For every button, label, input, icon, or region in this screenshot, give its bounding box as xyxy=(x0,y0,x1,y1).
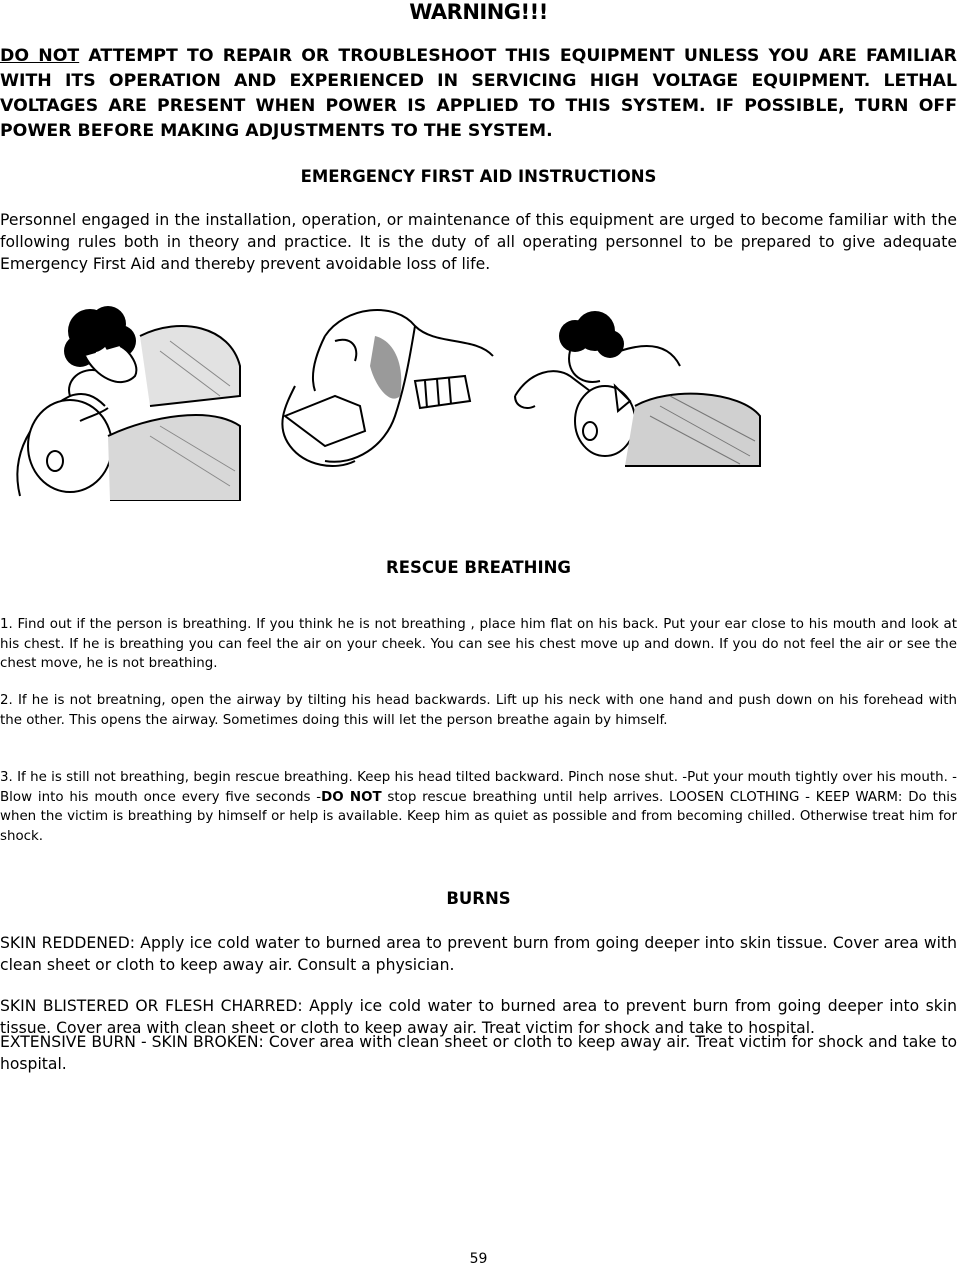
rescue-step-3-text-b: stop rescue breathing until help arrives. LOOSEN CLOTHING - KEEP WARM: Do this when the victim is breathing by himself or help is available. Keep him as quiet as possible and from becoming chilled. Otherwise treat him for shock. xyxy=(0,789,957,844)
mouth-to-mouth-rescuer-icon xyxy=(10,296,245,501)
warning-text: ATTEMPT TO REPAIR OR TROUBLESHOOT THIS EQUIPMENT UNLESS YOU ARE FAMILIAR WITH ITS OPERATION AND EXPERIENCED IN SERVICING HIGH VOLTAGE EQUIPMENT. LETHAL VOLTAGES ARE PRESENT WHEN POWER IS APPLIED TO THIS SYSTEM. IF POSSIBLE, TURN OFF POWER BEFORE MAKING ADJUSTMENTS TO THE SYSTEM. xyxy=(0,46,957,141)
rescue-breathing-heading: RESCUE BREATHING xyxy=(386,558,571,577)
airway-tilt-head-icon xyxy=(265,296,495,476)
burn-blistered: SKIN BLISTERED OR FLESH CHARRED: Apply ice cold water to burned area to prevent burn from going deeper into skin tissue. Cover area with clean sheet or cloth to keep away air. Treat victim for shock and take to hospital. xyxy=(0,997,957,1037)
burns-heading: BURNS xyxy=(446,889,511,908)
warning-paragraph xyxy=(0,44,957,144)
rescue-step-1: 1. Find out if the person is breathing. If you think he is not breathing , place him flat on his back. Put your ear close to his mouth and look at his chest. If he is breathing you can feel the air on your cheek. You can see his chest move up and down. If you do not feel the air or see the chest move, he is not breathing. xyxy=(0,617,957,671)
first-aid-heading: EMERGENCY FIRST AID INSTRUCTIONS xyxy=(300,167,657,186)
pinch-nose-breathing-icon xyxy=(510,296,765,471)
rescue-step-2: 2. If he is not breatning, open the airway by tilting his head backwards. Lift up his neck with one hand and push down on his forehead with the other. This opens the airway. Sometimes doing this will let the person breathe again by himself. xyxy=(0,693,957,728)
illustration-strip xyxy=(0,296,957,511)
do-not-emphasis: DO NOT xyxy=(0,46,80,66)
first-aid-intro: Personnel engaged in the installation, operation, or maintenance of this equipment are urged to become familiar with the following rules both in theory and practice. It is the duty of all operating personnel to be prepared to give adequate Emergency First Aid and thereby prevent avoidable loss of life. xyxy=(0,211,957,273)
page-title: WARNING!!! xyxy=(409,0,548,24)
burn-extensive: EXTENSIVE BURN - SKIN BROKEN: Cover area with clean sheet or cloth to keep away air. Treat victim for shock and take to hospital. xyxy=(0,1033,957,1073)
rescue-step-3 xyxy=(0,768,957,846)
burn-reddened: SKIN REDDENED: Apply ice cold water to burned area to prevent burn from going deeper into skin tissue. Cover area with clean sheet or cloth to keep away air. Consult a physician. xyxy=(0,934,957,974)
page-number: 59 xyxy=(469,1251,488,1267)
do-not-emphasis-2: DO NOT xyxy=(321,789,382,805)
rescue-step-3-text-a: 3. If he is still not breathing, begin rescue breathing. Keep his head tilted backward. Pinch nose shut. -Put your mouth tightly over his mouth. -Blow into his mouth once every five seconds - xyxy=(0,770,957,805)
